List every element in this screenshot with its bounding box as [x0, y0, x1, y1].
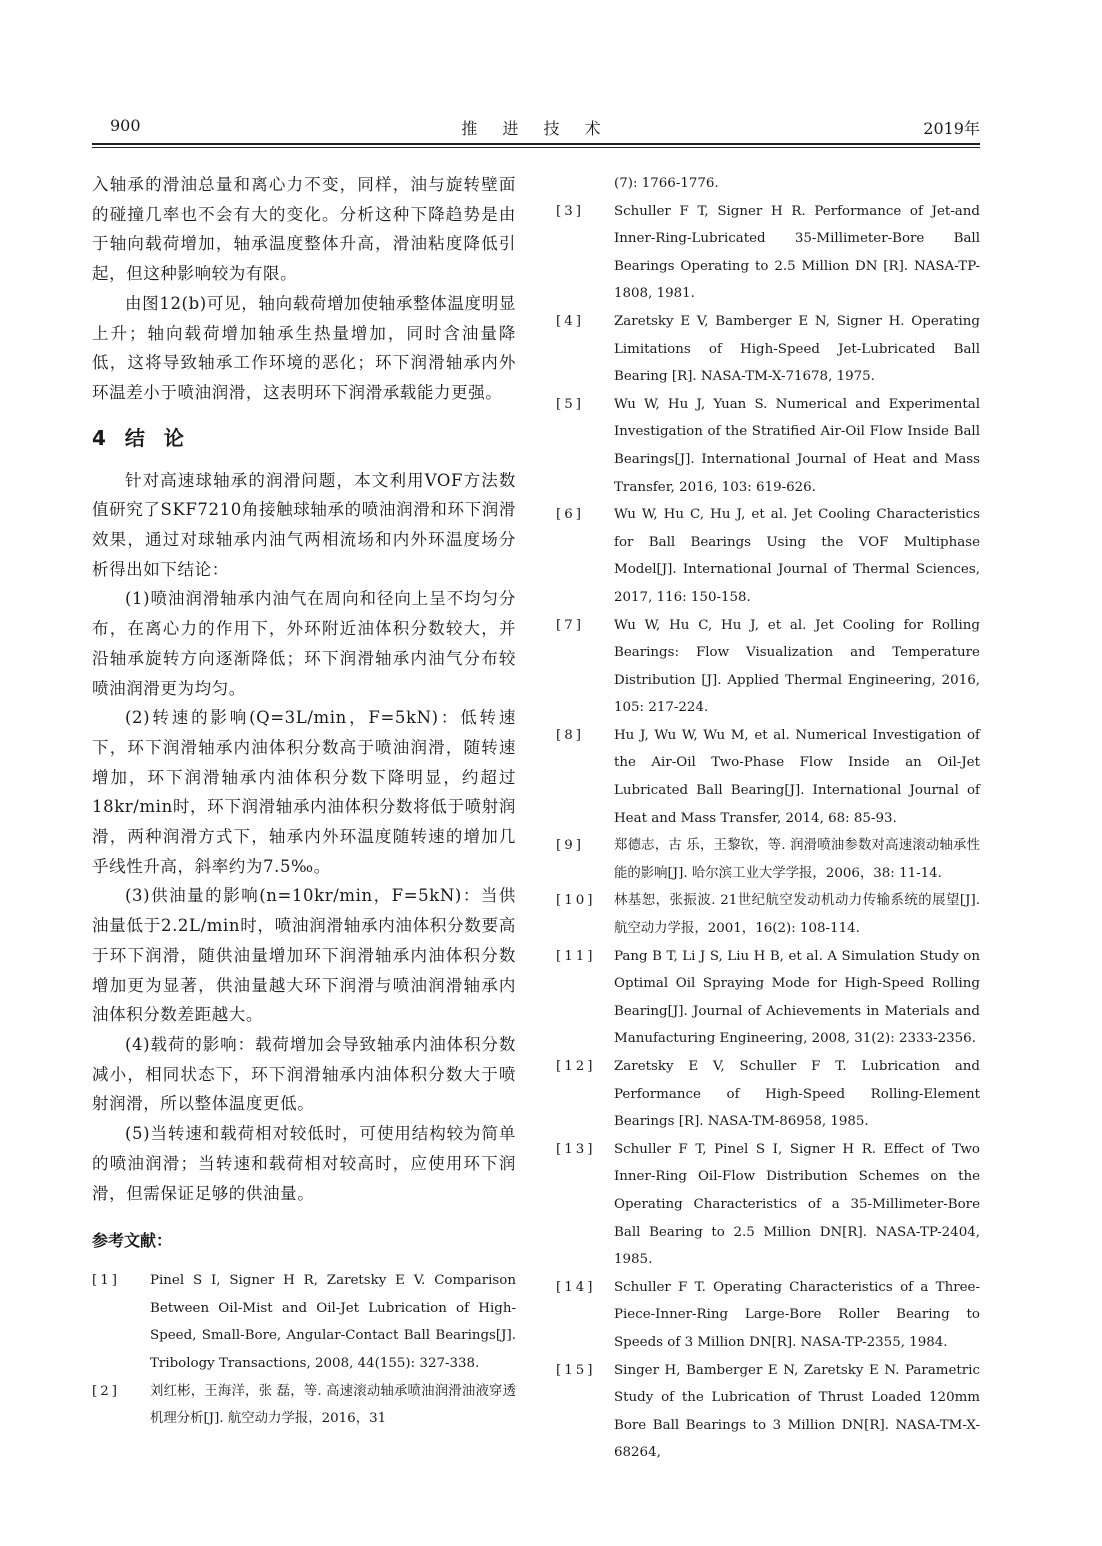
body-paragraph: 针对高速球轴承的润滑问题，本文利用VOF方法数值研究了SKF7210角接触球轴承的喷油润滑和环下润滑效果，通过对球轴承内油气两相流场和内外环温度场分析得出如下结论：: [92, 470, 516, 579]
reference-item: [556, 1053, 980, 1136]
reference-text: Schuller F T, Signer H R. Performance of Jet-and Inner-Ring-Lubricated 35-Millimeter-Bore Ball Bearings Operating to 2.5 Million DN [R]. NASA-TP-1808, 1981.: [614, 203, 980, 302]
reference-number: [2]: [92, 1383, 120, 1399]
header-rule-thick: [92, 143, 980, 145]
page-number: 900: [110, 116, 141, 135]
reference-continuation: (7): 1766-1776.: [614, 176, 719, 191]
reference-text: Schuller F T, Pinel S I, Signer H R. Effect of Two Inner-Ring Oil-Flow Distribution Schemes on the Operating Characteristics of a 35-Millimeter-Bore Ball Bearing to 2.5 Million DN[R]. NASA-TP-2404, 1985.: [614, 1141, 980, 1268]
reference-text: 林基恕，张振波. 21世纪航空发动机动力传输系统的展望[J]. 航空动力学报，2001，16(2): 108-114.: [614, 893, 980, 937]
reference-list: [556, 198, 980, 1467]
reference-number: [15]: [556, 1362, 596, 1378]
reference-item: [556, 501, 980, 611]
reference-text: Zaretsky E V, Schuller F T. Lubrication and Performance of High-Speed Rolling-Element Bearings [R]. NASA-TM-86958, 1985.: [614, 1059, 980, 1130]
reference-text: Wu W, Hu J, Yuan S. Numerical and Experimental Investigation of the Stratified Air-Oil Flow Inside Ball Bearings[J]. International Journal of Heat and Mass Transfer, 2016, 103: 619-626.: [614, 396, 980, 495]
body-paragraph: 由图12(b)可见，轴向载荷增加使轴承整体温度明显上升；轴向载荷增加轴承生热量增加，同时含油量降低，这将导致轴承工作环境的恶化；环下润滑轴承内外环温差小于喷油润滑，这表明环下润滑承载能力更强。: [92, 293, 516, 402]
reference-text: 郑德志，古 乐，王黎钦，等. 润滑喷油参数对高速滚动轴承性能的影响[J]. 哈尔滨工业大学学报，2006，38: 11-14.: [614, 838, 980, 881]
conclusion-item: (4)载荷的影响：载荷增加会导致轴承内油体积分数减小，相同状态下，环下润滑轴承内油体积分数大于喷射润滑，所以整体温度更低。: [92, 1034, 516, 1114]
right-column: [556, 170, 980, 1467]
reference-item: [92, 1378, 516, 1433]
header-rule-thin: [92, 147, 980, 148]
reference-item: [556, 391, 980, 501]
journal-name: 推 进 技 术: [461, 119, 611, 138]
reference-item: [556, 1357, 980, 1467]
reference-item: [556, 887, 980, 942]
reference-number: [9]: [556, 838, 584, 854]
conclusion-item: (1)喷油润滑轴承内油气在周向和径向上呈不均匀分布，在离心力的作用下，外环附近油体积分数较大，并沿轴承旋转方向逐渐降低；环下润滑轴承内油气分布较喷油润滑更为均匀。: [92, 589, 516, 698]
body-paragraph: 入轴承的滑油总量和离心力不变，同样，油与旋转壁面的碰撞几率也不会有大的变化。分析这种下降趋势是由于轴向载荷增加，轴承温度整体升高，滑油粘度降低引起，但这种影响较为有限。: [92, 175, 516, 284]
reference-number: [1]: [92, 1273, 120, 1289]
reference-text: Schuller F T. Operating Characteristics of a Three-Piece-Inner-Ring Large-Bore Roller Bearing to Speeds of 3 Million DN[R]. NASA-TP-2355, 1984.: [614, 1279, 980, 1350]
reference-text: Zaretsky E V, Bamberger E N, Signer H. Operating Limitations of High-Speed Jet-Lubricated Ball Bearing [R]. NASA-TM-X-71678, 1975.: [614, 313, 980, 385]
reference-number: [6]: [556, 507, 584, 523]
reference-number: [10]: [556, 893, 596, 909]
reference-item: [556, 1274, 980, 1357]
reference-number: [7]: [556, 617, 584, 633]
section-heading: 4 结 论: [92, 425, 190, 450]
conclusion-item: (2)转速的影响(Q=3L/min，F=5kN)：低转速下，环下润滑轴承内油体积分数高于喷油润滑，随转速增加，环下润滑轴承内油体积分数下降明显，约超过18kr/min时，环下润滑轴承内油体积分数将低于喷射润滑，两种润滑方式下，轴承内外环温度随转速的增加几乎线性升高，斜率约为7.5‰。: [92, 708, 516, 876]
reference-item: [556, 308, 980, 391]
running-header: [92, 116, 980, 140]
left-column: [92, 170, 516, 1433]
reference-text: Hu J, Wu W, Wu M, et al. Numerical Investigation of the Air-Oil Two-Phase Flow Inside an Oil-Jet Lubricated Ball Bearing[J]. International Journal of Heat and Mass Transfer, 2014, 68: 85-93.: [614, 727, 980, 826]
reference-text: 刘红彬，王海洋，张 磊，等. 高速滚动轴承喷油润滑油液穿透机理分析[J]. 航空动力学报，2016，31: [150, 1383, 516, 1427]
conclusion-item: (5)当转速和载荷相对较低时，可使用结构较为简单的喷油润滑；当转速和载荷相对较高时，应使用环下润滑，但需保证足够的供油量。: [92, 1124, 516, 1203]
reference-number: [8]: [556, 727, 584, 743]
reference-text: Singer H, Bamberger E N, Zaretsky E N. Parametric Study of the Lubrication of Thrust Loaded 120mm Bore Ball Bearings to 3 Million DN[R]. NASA-TM-X-68264,: [614, 1362, 980, 1461]
reference-item: [556, 198, 980, 308]
reference-number: [5]: [556, 396, 584, 412]
reference-text: Pinel S I, Signer H R, Zaretsky E V. Comparison Between Oil-Mist and Oil-Jet Lubrication of High-Speed, Small-Bore, Angular-Contact Ball Bearings[J]. Tribology Transactions, 2008, 44(155): 327-338.: [150, 1273, 516, 1371]
conclusion-item: (3)供油量的影响(n=10kr/min，F=5kN)：当供油量低于2.2L/min时，喷油润滑轴承内油体积分数要高于环下润滑，随供油量增加环下润滑轴承内油体积分数增加更为显著，供油量越大环下润滑与喷油润滑轴承内油体积分数差距越大。: [92, 886, 516, 1025]
reference-number: [13]: [556, 1141, 596, 1157]
reference-number: [14]: [556, 1279, 596, 1295]
reference-item: [556, 1136, 980, 1274]
year: 2019年: [923, 119, 980, 138]
reference-item: [556, 943, 980, 1053]
reference-item: [92, 1267, 516, 1377]
reference-text: Wu W, Hu C, Hu J, et al. Jet Cooling for Rolling Bearings: Flow Visualization and Temperature Distribution [J]. Applied Thermal Engineering, 2016, 105: 217-224.: [614, 617, 980, 716]
reference-item: [556, 832, 980, 887]
reference-number: [4]: [556, 313, 584, 329]
reference-text: Wu W, Hu C, Hu J, et al. Jet Cooling Characteristics for Ball Bearings Using the VOF Multiphase Model[J]. International Journal of Thermal Sciences, 2017, 116: 150-158.: [614, 507, 980, 605]
reference-number: [11]: [556, 948, 596, 964]
reference-number: [12]: [556, 1059, 596, 1074]
reference-number: [3]: [556, 203, 584, 219]
references-heading: 参考文献：: [92, 1231, 173, 1251]
reference-item: [556, 722, 980, 832]
reference-item: [556, 612, 980, 722]
reference-text: Pang B T, Li J S, Liu H B, et al. A Simulation Study on Optimal Oil Spraying Mode for High-Speed Rolling Bearing[J]. Journal of Achievements in Materials and Manufacturing Engineering, 2008, 31(2): 2333-2356.: [614, 948, 980, 1047]
